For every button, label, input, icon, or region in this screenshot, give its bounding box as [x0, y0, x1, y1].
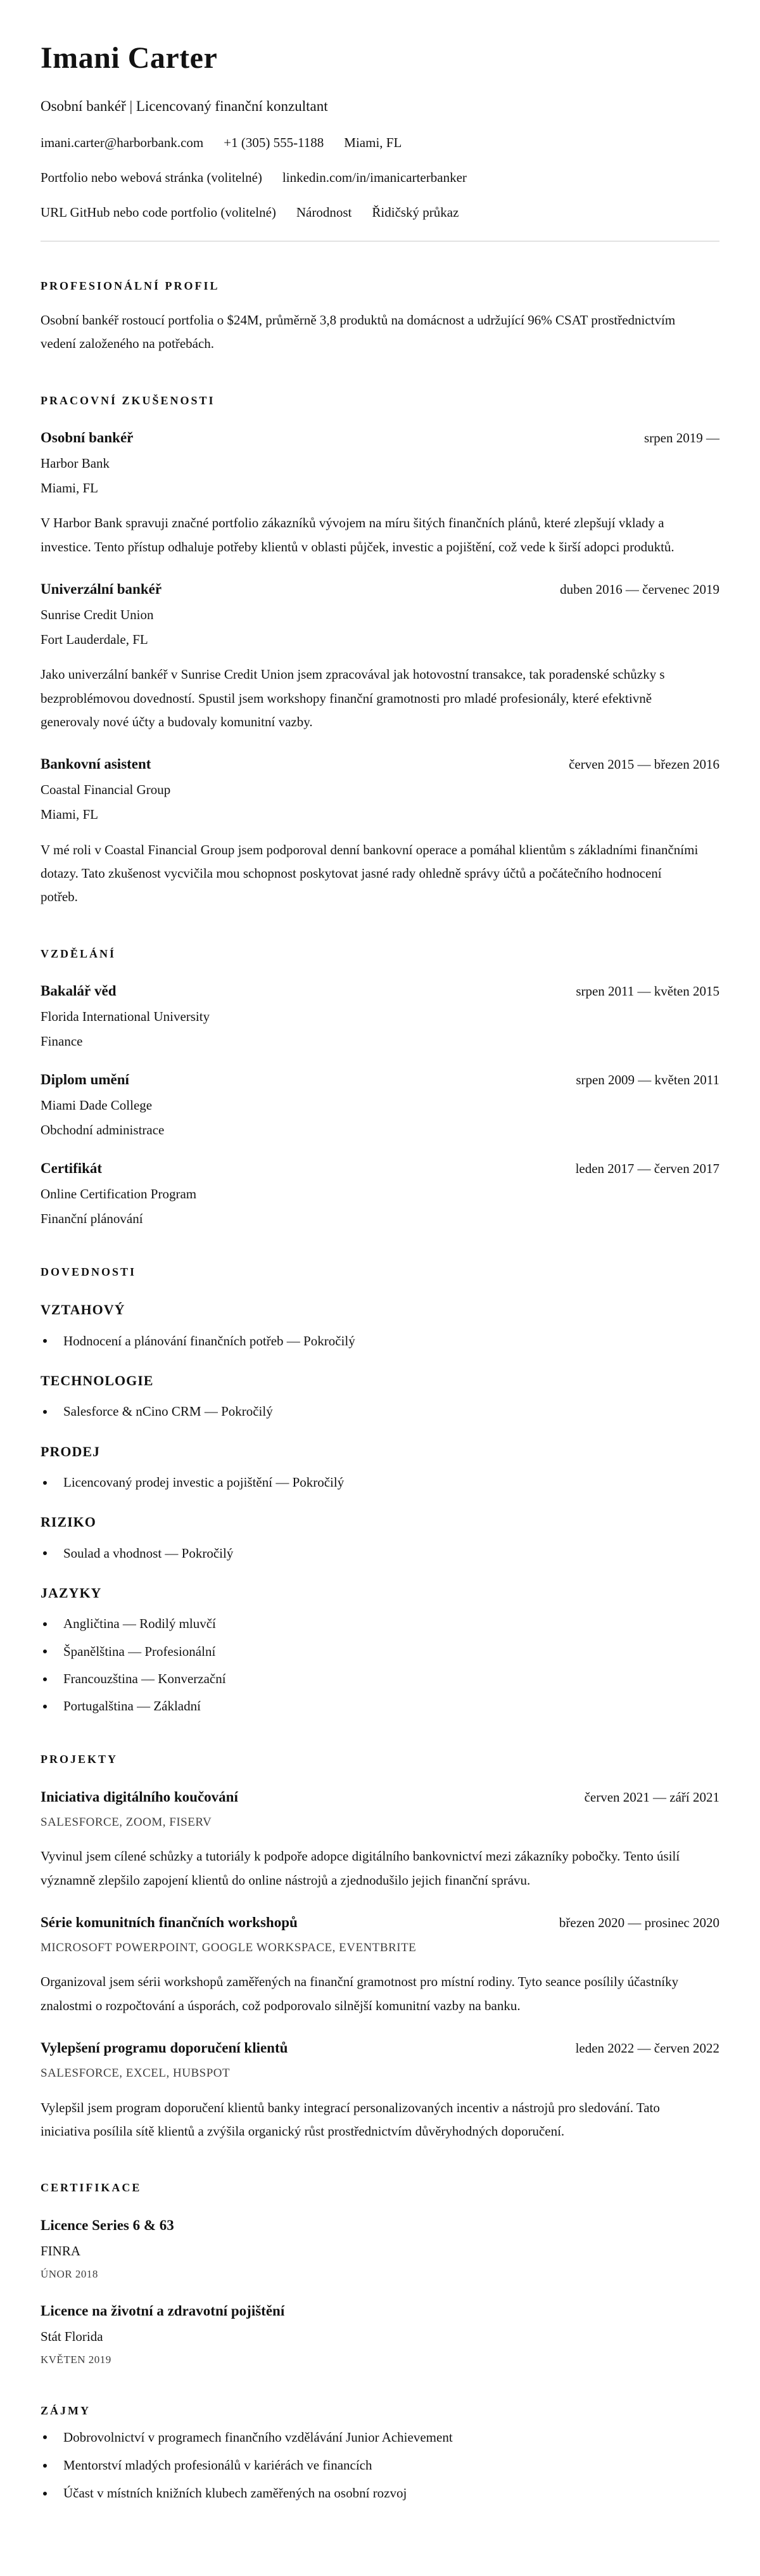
interest-item-label: Mentorství mladých profesionálů v kariérách ve financích	[63, 2457, 372, 2473]
skill-category-name: JAZYKY	[41, 1584, 102, 1601]
project-dates: březen 2020 — prosinec 2020	[559, 1915, 719, 1931]
job-title-row	[41, 429, 719, 447]
interest-item	[41, 2457, 699, 2474]
project-description: Organizoval jsem sérii workshopů zaměřených na finanční gramotnost pro místní rodiny. Tyto seance posílily účastníky znalostmi o rozpočtování a úsporách, což podporovalo silnější komunitní vazby na banku.	[41, 1974, 679, 2013]
job-description: V mé roli v Coastal Financial Group jsem podporoval denní bankovní operace a pomáhal klientům s základními finančními dotazy. Tato zkušenost vycvičila mou schopnost poskytovat jasné rady ohledně správy účtů a počátečního hodnocení potřeb.	[41, 842, 699, 905]
job-title-row	[41, 580, 719, 598]
job-location: Miami, FL	[41, 480, 99, 496]
job-entry	[41, 580, 719, 734]
education-title-row	[41, 982, 719, 1000]
certification-entry	[41, 2217, 719, 2281]
section-profile	[41, 279, 719, 356]
skill-item-label: Soulad a vhodnost — Pokročilý	[63, 1545, 234, 1561]
section-heading-certifications: CERTIFIKACE	[41, 2181, 142, 2195]
language-item	[41, 1615, 699, 1632]
contact-nationality: Národnost	[296, 205, 352, 221]
skill-category-languages	[41, 1585, 719, 1715]
job-entry	[41, 755, 719, 909]
contact-drivers-license: Řidičský průkaz	[372, 205, 459, 221]
education-school: Online Certification Program	[41, 1186, 197, 1202]
interest-item-label: Účast v místních knižních klubech zaměřených na osobní rozvoj	[63, 2485, 407, 2501]
contact-phone: +1 (305) 555-1188	[224, 134, 324, 150]
skill-category	[41, 1302, 719, 1350]
education-dates: srpen 2009 — květen 2011	[576, 1072, 719, 1088]
project-entry	[41, 2039, 719, 2143]
contact-row-extra	[41, 204, 719, 221]
certification-date: ÚNOR 2018	[41, 2267, 98, 2280]
section-education	[41, 947, 719, 1227]
job-dates: červen 2015 — březen 2016	[569, 757, 719, 772]
bullet-icon	[43, 1622, 47, 1626]
certification-entry	[41, 2302, 719, 2366]
project-title-row	[41, 1788, 719, 1806]
job-description: Jako univerzální bankéř v Sunrise Credit Union jsem zpracovával jak hotovostní transakce, tak poradenské schůzky s bezproblémovou dovedností. Spustil jsem workshopy finanční gramotnosti pro mladé profesionály, které efektivně generovaly nové účty a budovaly komunitní vazby.	[41, 667, 665, 730]
section-heading-experience: PRACOVNÍ ZKUŠENOSTI	[41, 394, 215, 407]
job-description: V Harbor Bank spravuji značné portfolio zákazníků vývojem na míru šitých finančních plánů, které zlepšují vklady a investice. Tento přístup odhaluje potřeby klientů v oblasti půjček, investic a pojištění, což vede k širší adopci produktů.	[41, 515, 674, 554]
skill-category	[41, 1514, 719, 1562]
certification-title-row	[41, 2217, 719, 2234]
bullet-icon	[43, 1481, 47, 1485]
skill-category-name: VZTAHOVÝ	[41, 1302, 125, 1318]
education-school: Florida International University	[41, 1008, 210, 1024]
language-item-label: Španělština — Profesionální	[63, 1643, 216, 1659]
bullet-icon	[43, 1705, 47, 1708]
section-heading-education: VZDĚLÁNÍ	[41, 947, 117, 960]
job-dates: srpen 2019 —	[644, 430, 719, 446]
skill-category-name: TECHNOLOGIE	[41, 1372, 154, 1388]
job-title: Osobní bankéř	[41, 430, 134, 446]
bullet-icon	[43, 1677, 47, 1681]
education-dates: srpen 2011 — květen 2015	[576, 984, 719, 999]
bullet-icon	[43, 1410, 47, 1414]
skill-item	[41, 1333, 699, 1350]
skill-item	[41, 1403, 699, 1420]
section-certifications	[41, 2181, 719, 2366]
education-field: Finanční plánování	[41, 1211, 143, 1227]
certification-title: Licence Series 6 & 63	[41, 2217, 174, 2233]
contact-portfolio-placeholder: Portfolio nebo webová stránka (volitelné)	[41, 169, 262, 185]
skill-category-name: PRODEJ	[41, 1443, 100, 1459]
education-field: Obchodní administrace	[41, 1122, 165, 1138]
skill-category	[41, 1444, 719, 1492]
bullet-icon	[43, 1551, 47, 1555]
job-location: Fort Lauderdale, FL	[41, 632, 148, 648]
contact-location: Miami, FL	[344, 134, 402, 150]
section-experience	[41, 394, 719, 909]
education-title-row	[41, 1071, 719, 1089]
certification-org: FINRA	[41, 2243, 81, 2259]
language-item	[41, 1670, 699, 1688]
project-entry	[41, 1788, 719, 1892]
resume-header	[41, 42, 719, 241]
person-headline: Osobní bankéř | Licencovaný finanční konzultant	[41, 98, 328, 114]
bullet-icon	[43, 2464, 47, 2468]
contact-row-web	[41, 169, 719, 186]
project-dates: leden 2022 — červen 2022	[575, 2041, 719, 2056]
bullet-icon	[43, 1650, 47, 1653]
contact-email: imani.carter@harborbank.com	[41, 134, 204, 150]
skill-item-label: Salesforce & nCino CRM — Pokročilý	[63, 1404, 273, 1419]
bullet-icon	[43, 2492, 47, 2496]
certification-org: Stát Florida	[41, 2328, 103, 2344]
project-dates: červen 2021 — září 2021	[584, 1790, 719, 1805]
interest-item	[41, 2485, 699, 2502]
section-heading-profile: PROFESIONÁLNÍ PROFIL	[41, 279, 220, 293]
job-location: Miami, FL	[41, 807, 99, 823]
contact-github-placeholder: URL GitHub nebo code portfolio (volitelné)	[41, 205, 276, 221]
contact-row-primary	[41, 134, 719, 151]
section-heading-skills: DOVEDNOSTI	[41, 1265, 137, 1278]
education-field: Finance	[41, 1034, 83, 1049]
job-title: Bankovní asistent	[41, 756, 151, 772]
certification-title: Licence na životní a zdravotní pojištění	[41, 2303, 285, 2319]
education-degree: Certifikát	[41, 1160, 103, 1177]
job-title-row	[41, 755, 719, 773]
project-tools: SALESFORCE, EXCEL, HUBSPOT	[41, 2066, 231, 2080]
job-company: Harbor Bank	[41, 455, 110, 471]
project-title-row	[41, 1914, 719, 1932]
section-interests	[41, 2404, 719, 2502]
skill-item-label: Hodnocení a plánování finančních potřeb — Pokročilý	[63, 1333, 355, 1349]
education-degree: Bakalář věd	[41, 983, 117, 999]
language-item-label: Francouzština — Konverzační	[63, 1670, 226, 1686]
job-company: Coastal Financial Group	[41, 782, 171, 798]
skill-category-name: RIZIKO	[41, 1514, 96, 1530]
language-item-label: Portugalština — Základní	[63, 1698, 201, 1714]
bullet-icon	[43, 1339, 47, 1343]
skill-item-label: Licencovaný prodej investic a pojištění — Pokročilý	[63, 1474, 345, 1490]
education-degree: Diplom umění	[41, 1072, 129, 1088]
job-dates: duben 2016 — červenec 2019	[560, 582, 719, 598]
education-entry	[41, 1071, 719, 1138]
section-heading-interests: ZÁJMY	[41, 2404, 91, 2418]
skill-category	[41, 1373, 719, 1421]
skill-item	[41, 1474, 699, 1491]
project-title: Vylepšení programu doporučení klientů	[41, 2040, 288, 2056]
project-title: Série komunitních finančních workshopů	[41, 1914, 298, 1931]
contact-linkedin: linkedin.com/in/imanicarterbanker	[282, 169, 467, 185]
section-skills	[41, 1266, 719, 1715]
project-description: Vylepšil jsem program doporučení klientů banky integrací personalizovaných incentiv a nástrojů pro sledování. Tato iniciativa posílila sítě klientů a zvýšila organický růst prostřednictvím důvěryhodných doporučení.	[41, 2099, 660, 2139]
project-description: Vyvinul jsem cílené schůzky a tutoriály k podpoře adopce digitálního bankovnictví mezi zákazníky pobočky. Tento úsilí významně zlepšilo zapojení klientů do online nástrojů a zjednodušilo jejich finanční správu.	[41, 1849, 680, 1888]
education-entry	[41, 1160, 719, 1227]
job-entry	[41, 429, 719, 559]
job-title: Univerzální bankéř	[41, 581, 162, 598]
interest-item	[41, 2429, 699, 2446]
section-heading-projects: PROJEKTY	[41, 1753, 118, 1766]
person-name: Imani Carter	[41, 41, 218, 75]
profile-summary: Osobní bankéř rostoucí portfolia o $24M, průměrně 3,8 produktů na domácnost a udržující 96% CSAT prostřednictvím vedení založeného na potřebách.	[41, 312, 676, 352]
project-title: Iniciativa digitálního koučování	[41, 1789, 238, 1805]
language-item-label: Angličtina — Rodilý mluvčí	[63, 1616, 216, 1632]
education-dates: leden 2017 — červen 2017	[575, 1161, 719, 1177]
skill-item	[41, 1545, 699, 1562]
section-projects	[41, 1753, 719, 2143]
bullet-icon	[43, 2435, 47, 2439]
language-item	[41, 1643, 699, 1660]
education-title-row	[41, 1160, 719, 1177]
education-entry	[41, 982, 719, 1049]
project-tools: MICROSOFT POWERPOINT, GOOGLE WORKSPACE, EVENTBRITE	[41, 1940, 417, 1954]
interest-item-label: Dobrovolnictví v programech finančního vzdělávání Junior Achievement	[63, 2429, 453, 2445]
project-entry	[41, 1914, 719, 2018]
project-tools: SALESFORCE, ZOOM, FISERV	[41, 1815, 212, 1829]
education-school: Miami Dade College	[41, 1097, 153, 1113]
job-company: Sunrise Credit Union	[41, 606, 154, 622]
project-title-row	[41, 2039, 719, 2057]
certification-title-row	[41, 2302, 719, 2320]
certification-date: KVĚTEN 2019	[41, 2353, 111, 2366]
language-item	[41, 1698, 699, 1715]
